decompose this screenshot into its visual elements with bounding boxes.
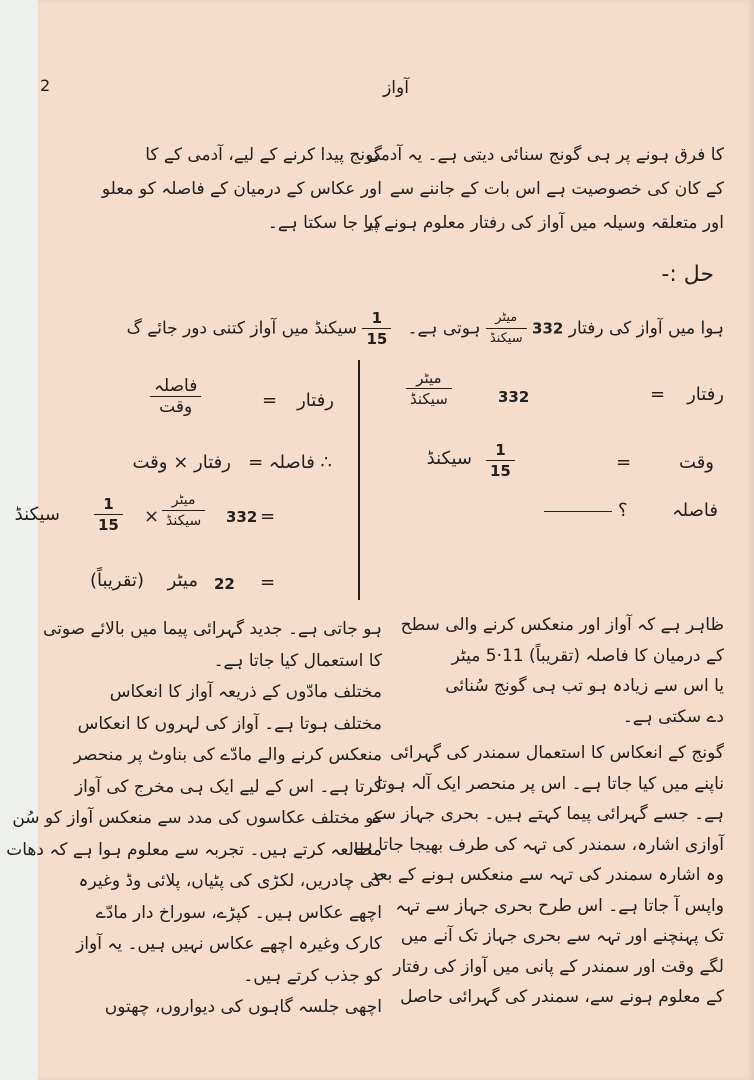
- text-line: اور متعلقہ وسیلہ میں آواز کی رفتار معلوم ہونے پر: [364, 213, 724, 233]
- work-fraction: [94, 494, 123, 535]
- text-line: تک پہنچنے اور تہہ سے بحری جہاز تک آنے میں: [400, 926, 724, 946]
- work-unit: [162, 490, 205, 531]
- text-line: کرتا ہے۔ اس کے لیے ایک ہی مخرج کی آواز: [74, 776, 382, 797]
- speed-unit: [486, 308, 527, 349]
- fraction-numerator: 1: [94, 494, 123, 515]
- page-header: آواز: [383, 78, 409, 98]
- text-line: اچھے عکاس ہیں۔ کپڑے، سوراخ دار مادّے: [95, 902, 382, 923]
- result-unit: میٹر: [167, 570, 198, 591]
- page-number: 2: [40, 76, 51, 95]
- work-speed-term: رفتار: [194, 452, 231, 473]
- fraction-denominator: 15: [366, 330, 388, 348]
- given-speed-eq: =: [650, 384, 666, 405]
- text-line: گونج پیدا کرنے کے لیے، آدمی کے کا: [145, 145, 382, 165]
- text-line: منعکس کرنے والے مادّے کی بناوٹ پر منحصر: [73, 745, 382, 765]
- fraction-denominator: 15: [98, 516, 119, 534]
- text-line: ہے۔ جسے گہرائی پیما کہتے ہیں۔ بحری جہاز سے: [371, 804, 724, 824]
- text-line: مطالعہ کرتے ہیں۔ تجربہ سے معلوم ہوا ہے کہ دھات: [6, 839, 382, 860]
- work-eq-2: =: [248, 452, 264, 473]
- given-distance-blank: [538, 500, 628, 521]
- problem-text-c: سیکنڈ میں آواز کتنی دور جائے گ: [126, 318, 358, 339]
- given-distance-label: فاصلہ: [672, 500, 718, 521]
- work-eq-4: =: [260, 572, 276, 593]
- times-symbol: ×: [173, 452, 189, 473]
- bottom-right-paragraph: [353, 610, 724, 1013]
- text-line: وہ اشارہ سمندر کی تہہ سے منعکس ہونے کے بعد: [370, 865, 724, 885]
- text-line: واپس آ جاتا ہے۔ اس طرح بحری جہاز سے تہہ: [395, 895, 724, 916]
- text-line: کو مختلف عکاسوں کی مدد سے منعکس آواز کو سُن: [12, 808, 382, 828]
- text-line: ناپنے میں کیا جاتا ہے۔ اس پر منحصر ایک آلہ ہوتا: [377, 773, 724, 794]
- work-speed: رفتار: [297, 390, 334, 411]
- given-speed-value: 332: [498, 388, 530, 406]
- unknown-mark: ؟: [618, 500, 628, 521]
- formula-denominator: وقت: [159, 397, 193, 417]
- work-value: 332: [226, 508, 258, 526]
- solution-label: حل :-: [661, 262, 714, 287]
- given-speed-label: رفتار: [687, 384, 724, 405]
- text-line: لگے وقت اور سمندر کے پانی میں آواز کی رفتار: [393, 956, 724, 977]
- approx-label: (تقریباً): [89, 570, 144, 591]
- work-distance-eq: [96, 452, 332, 473]
- text-line: کارک وغیرہ اچھے عکاس نہیں ہیں۔ یہ آواز: [76, 934, 382, 954]
- top-right-paragraph: [364, 138, 724, 240]
- unit-bottom: سیکنڈ: [489, 331, 523, 346]
- work-distance: فاصلہ: [268, 452, 315, 473]
- text-line: ہو جاتی ہے۔ جدید گہرائی پیما میں بالائے صوتی: [42, 619, 382, 639]
- unit-bottom: سیکنڈ: [410, 390, 448, 408]
- unit-top: میٹر: [406, 368, 452, 389]
- text-line: یا اس سے زیادہ ہو تب ہی گونج سُنائی: [445, 676, 724, 696]
- text-line: اچھی جلسہ گاہوں کی دیواروں، چھتوں: [104, 997, 382, 1017]
- text-line: مختلف ہوتا ہے۔ آواز کی لہروں کا انعکاس: [77, 713, 382, 734]
- problem-text-b: ہوتی ہے۔: [407, 318, 481, 339]
- text-line: کا فرق ہونے پر ہی گونج سنائی دیتی ہے۔ یہ آدمی: [366, 145, 724, 165]
- text-line: کیا جا سکتا ہے۔: [267, 213, 382, 233]
- given-time-unit: سیکنڈ: [426, 448, 472, 469]
- top-left-paragraph: [102, 138, 382, 240]
- answer-blank: [544, 511, 612, 512]
- unit-top: میٹر: [162, 490, 205, 511]
- text-line: ظاہر ہے کہ آواز اور منعکس کرنے والی سطح: [400, 615, 724, 635]
- given-time-fraction: [486, 440, 515, 481]
- bottom-left-paragraph: [6, 614, 382, 1024]
- text-line: کا استعمال کیا جاتا ہے۔: [213, 650, 382, 671]
- fraction-numerator: 1: [486, 440, 515, 461]
- column-divider: [358, 360, 360, 600]
- problem-statement: [127, 308, 724, 349]
- text-line: کے کان کی خصوصیت ہے اس بات کے جاننے سے: [389, 179, 724, 199]
- text-line: کی چادریں، لکڑی کی پٹیاں، پلائی وڈ وغیرہ: [78, 871, 382, 891]
- work-eq-3: =: [260, 506, 276, 527]
- result-value: 22: [214, 575, 235, 593]
- fraction-numerator: 1: [362, 308, 391, 329]
- given-speed-unit: [406, 368, 452, 409]
- speed-value: 332: [532, 319, 564, 338]
- work-speed-formula: [150, 376, 201, 417]
- text-line: آوازی اشارہ، سمندر کی تہہ کی طرف بھیجا جاتا ہے: [352, 834, 724, 855]
- fraction-denominator: 15: [490, 462, 511, 480]
- time-fraction: [362, 308, 391, 349]
- given-time-label: وقت: [679, 452, 714, 473]
- problem-text-a: ہوا میں آواز کی رفتار: [568, 318, 724, 339]
- work-time-term: وقت: [132, 452, 168, 473]
- formula-numerator: فاصلہ: [150, 376, 201, 397]
- text-line: کے درمیان کا فاصلہ (تقریباً) 11·5 میٹر: [451, 645, 724, 666]
- document-page: [6, 0, 754, 1080]
- text-line: گونج کے انعکاس کا استعمال سمندر کی گہرائی: [389, 743, 724, 763]
- text-line: مختلف مادّوں کے ذریعہ آواز کا انعکاس: [109, 682, 382, 702]
- work-times: ×: [144, 506, 160, 527]
- work-sec-unit: سیکنڈ: [14, 504, 60, 525]
- text-line: کو جذب کرتے ہیں۔: [243, 965, 382, 986]
- unit-bottom: سیکنڈ: [166, 513, 202, 529]
- text-line: دے سکتی ہے۔: [622, 706, 724, 727]
- text-line: اور عکاس کے درمیان کے فاصلہ کو معلو: [101, 179, 382, 199]
- given-time-eq: =: [616, 452, 632, 473]
- text-line: کے معلوم ہونے سے، سمندر کی گہرائی حاصل: [400, 987, 724, 1007]
- unit-top: میٹر: [486, 308, 527, 329]
- work-eq-1: =: [262, 390, 278, 411]
- therefore-symbol: ∴: [320, 452, 332, 473]
